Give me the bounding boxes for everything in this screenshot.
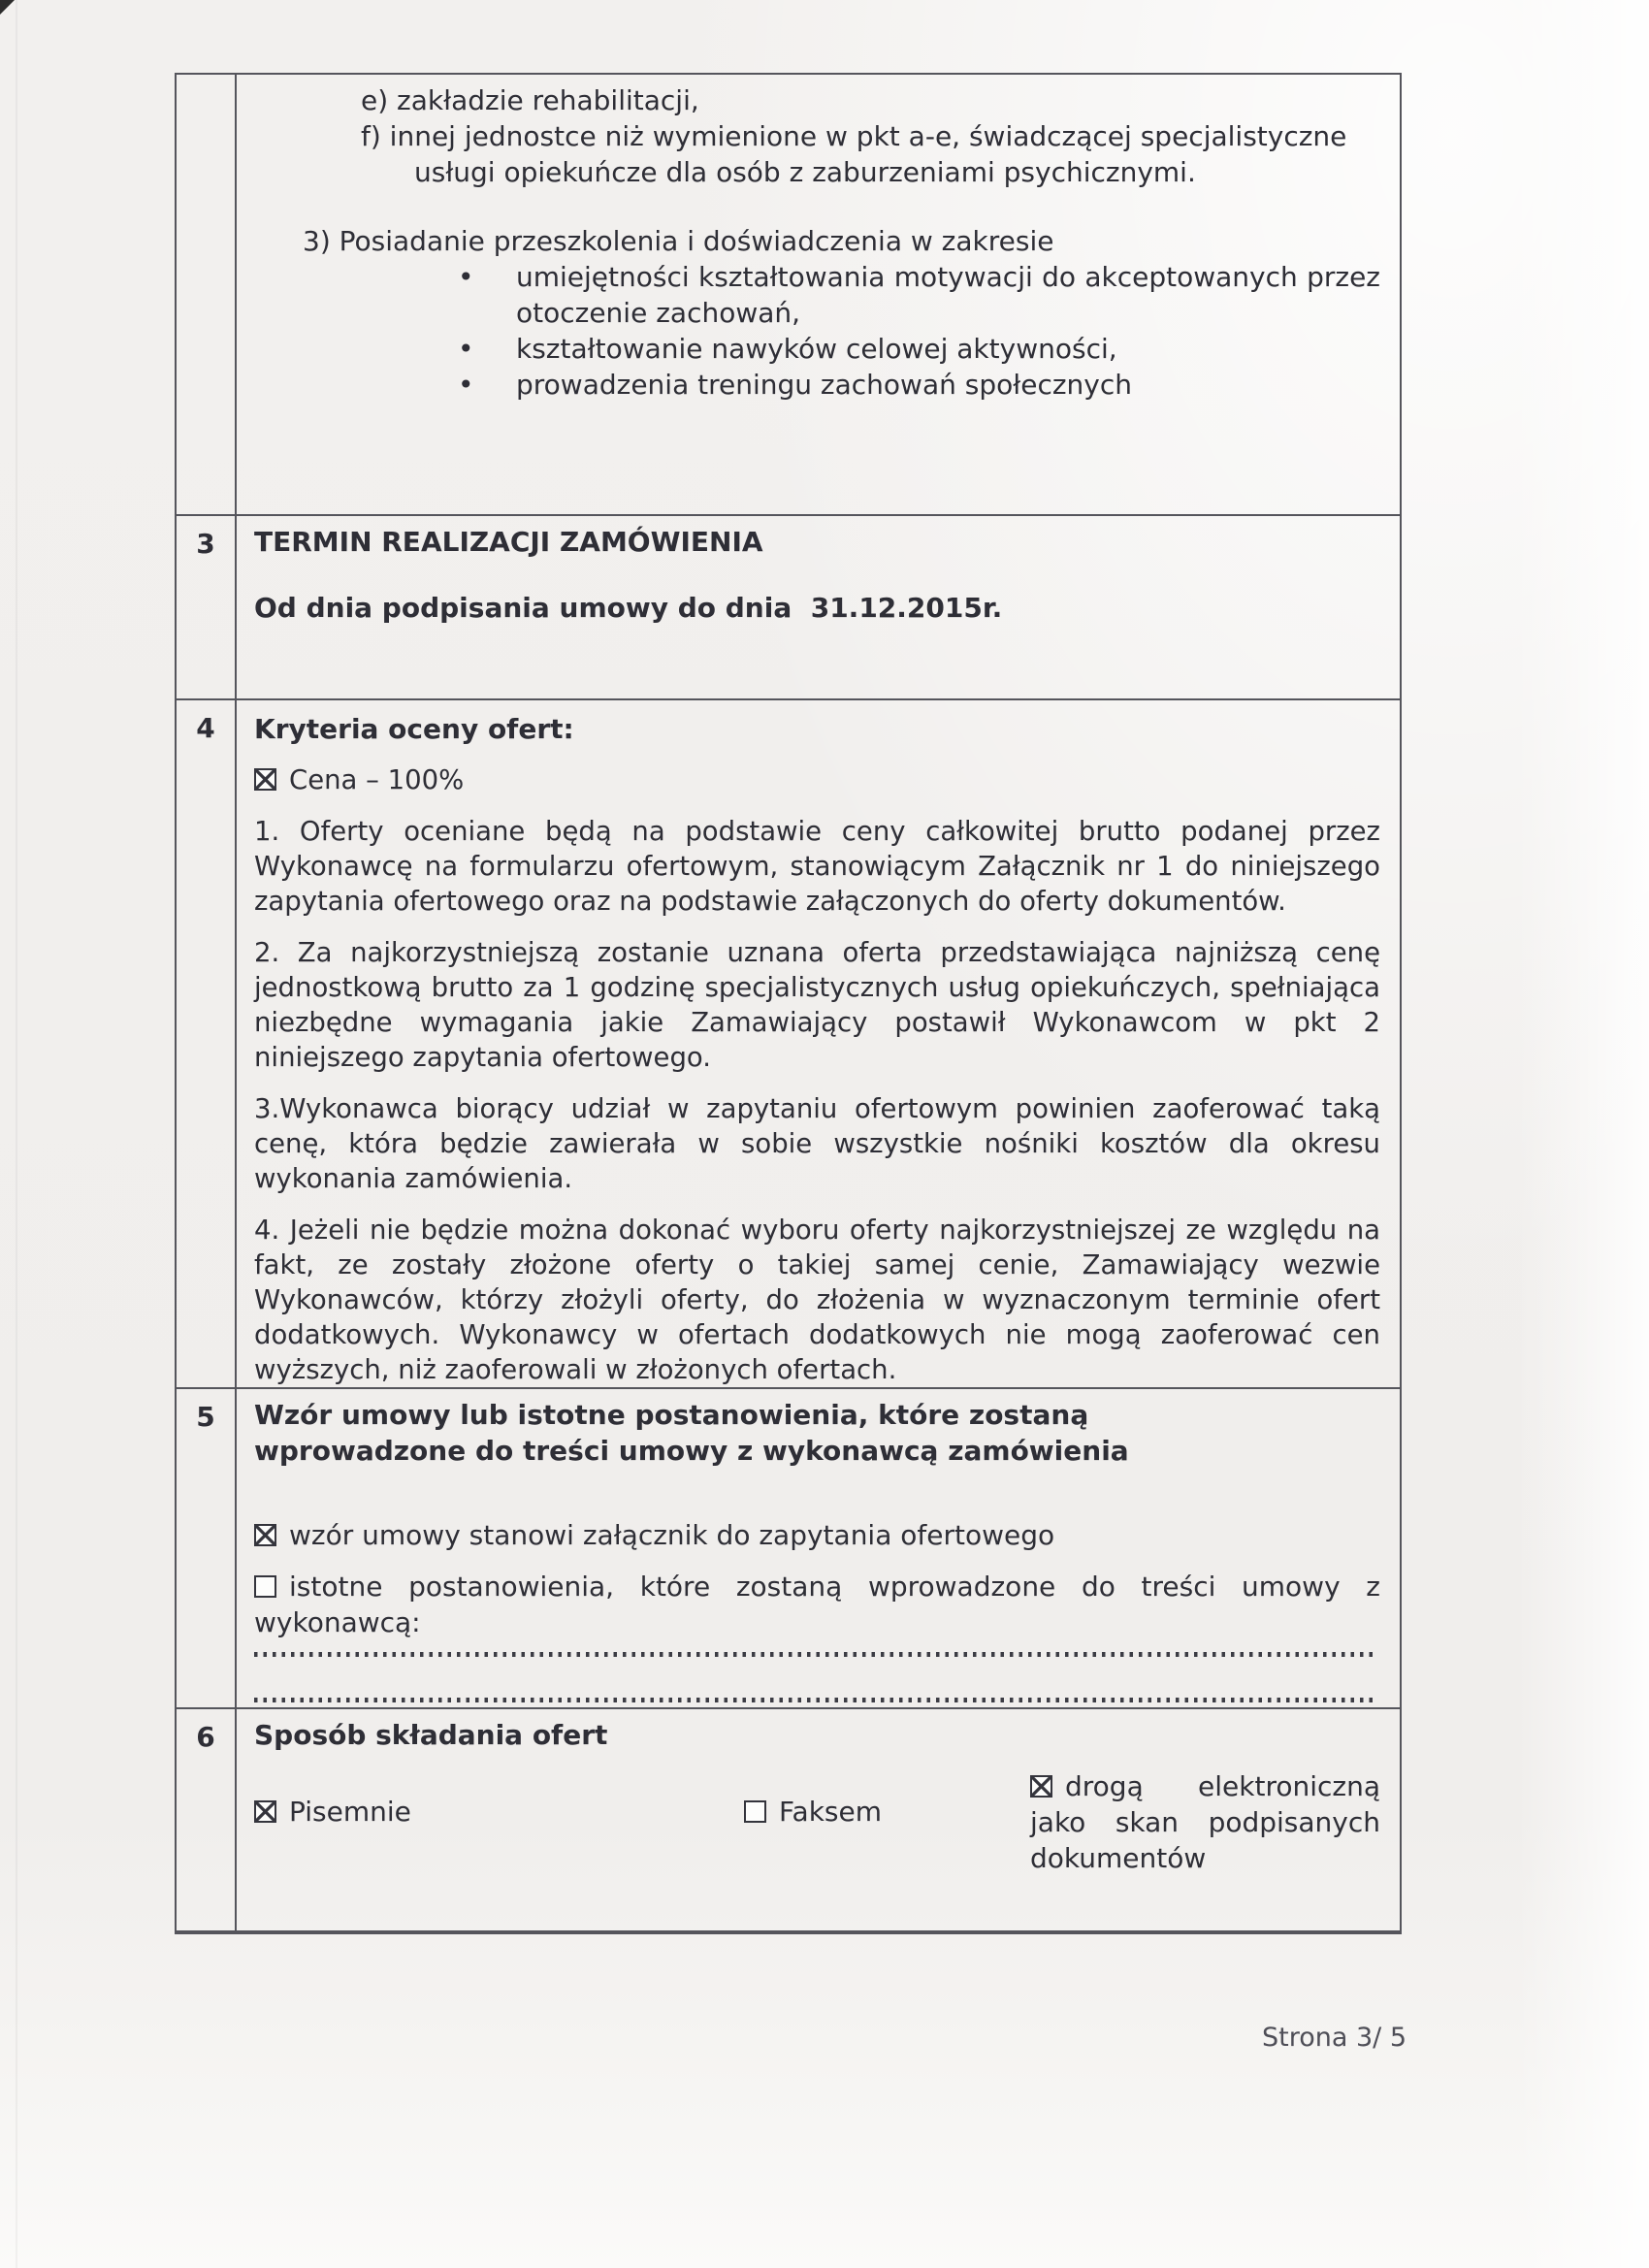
checkbox-checked-icon	[254, 1524, 276, 1546]
row-number-cell: 4	[177, 700, 237, 1387]
option-wzor-umowy	[254, 1517, 1380, 1553]
row-number-cell: 3	[177, 516, 237, 698]
list-item	[458, 259, 1380, 331]
checkbox-checked-icon	[1030, 1775, 1052, 1798]
criterion-cena	[254, 762, 1380, 797]
criterion-label: Cena – 100%	[289, 764, 465, 795]
option-pisemnie	[254, 1794, 744, 1830]
section-title: Wzór umowy lub istotne postanowienia, które zostaną wprowadzone do treści umowy z wykonawcą zamówienia	[254, 1399, 1129, 1467]
bullet-icon	[458, 259, 516, 331]
list-item-f: f) innej jednostce niż wymienione w pkt a-e, świadczącej specjalistyczne	[361, 120, 1347, 152]
section-title: TERMIN REALIZACJI ZAMÓWIENIA	[254, 526, 763, 558]
bullet-text: prowadzenia treningu zachowań społecznych	[516, 369, 1132, 401]
list-item	[458, 331, 1380, 367]
section5-content	[237, 1389, 1400, 1707]
paper-edge-shadow	[16, 0, 17, 2268]
submission-options	[254, 1753, 1380, 1876]
list-item-f-continued: usługi opiekuńcze dla osób z zaburzeniami psychicznymi.	[414, 156, 1196, 188]
row-number-cell: 5	[177, 1389, 237, 1707]
dotted-fill-line	[254, 1652, 1378, 1657]
continuation-content	[237, 75, 1400, 514]
option-label: Faksem	[779, 1796, 882, 1828]
bullet-text: kształtowanie nawyków celowej aktywności,	[516, 333, 1117, 365]
option-label: wzór umowy stanowi załącznik do zapytania ofertowego	[289, 1519, 1055, 1551]
list-item-3: 3) Posiadanie przeszkolenia i doświadczenia w zakresie	[303, 225, 1054, 257]
row-number-cell-empty	[177, 75, 237, 514]
bullet-icon	[458, 367, 516, 403]
paragraph-3: 3.Wykonawca biorący udział w zapytaniu ofertowym powinien zaoferować taką cenę, która będzie zawierała w sobie wszystkie nośniki kosztów dla okresu wykonania zamówienia.	[254, 1093, 1380, 1194]
dotted-fill-line	[254, 1698, 1378, 1702]
list-item-e: e) zakładzie rehabilitacji,	[361, 84, 699, 116]
checkbox-checked-icon	[254, 768, 276, 791]
option-istotne-postanowienia	[254, 1569, 1380, 1640]
bullet-text: umiejętności kształtowania motywacji do akceptowanych przez otoczenie zachowań,	[516, 261, 1380, 329]
list-item	[458, 367, 1380, 403]
page-number: Strona 3/ 5	[1261, 2023, 1406, 2053]
section4-content	[237, 700, 1400, 1387]
checkbox-icon	[744, 1800, 766, 1823]
section-title: Sposób składania ofert	[254, 1719, 608, 1751]
checkbox-icon	[254, 1575, 276, 1598]
paragraph-2: 2. Za najkorzystniejszą zostanie uznana oferta przedstawiająca najniższą cenę jednostkową brutto za 1 godzinę specjalistycznych usług opiekuńczych, spełniająca niezbędne wymagania jakie Zamawiający postawił Wykonawcom w pkt 2 niniejszego zapytania ofertowego.	[254, 937, 1380, 1073]
option-droga-elektroniczna	[1030, 1768, 1380, 1876]
offer-inquiry-table	[175, 73, 1402, 1934]
section6-content	[237, 1709, 1400, 1930]
option-label: istotne postanowienia, które zostaną wprowadzone do treści umowy z wykonawcą:	[254, 1571, 1380, 1638]
table-row-continuation	[177, 75, 1400, 514]
table-row-wzor-umowy	[177, 1387, 1400, 1707]
checkbox-checked-icon	[254, 1800, 276, 1823]
option-faksem	[744, 1794, 1030, 1830]
bullet-icon	[458, 331, 516, 367]
option-label: drogą elektroniczną jako skan podpisanych dokumentów	[1030, 1770, 1380, 1874]
contract-term-text: Od dnia podpisania umowy do dnia 31.12.2015r.	[254, 592, 1003, 624]
paragraph-1: 1. Oferty oceniane będą na podstawie ceny całkowitej brutto podanej przez Wykonawcę na formularzu ofertowym, stanowiącym Załącznik nr 1 do niniejszego zapytania ofertowego oraz na podstawie załączonych do oferty dokumentów.	[254, 816, 1380, 917]
option-label: Pisemnie	[289, 1796, 411, 1828]
row-number-cell: 6	[177, 1709, 237, 1930]
table-row-sposob-skladania	[177, 1707, 1400, 1930]
section3-content	[237, 516, 1400, 698]
scan-corner-artifact	[0, 0, 15, 15]
table-row-kryteria-oceny	[177, 698, 1400, 1387]
section-title: Kryteria oceny ofert:	[254, 713, 574, 745]
paragraph-4: 4. Jeżeli nie będzie można dokonać wyboru oferty najkorzystniejszej ze względu na fakt, ze zostały złożone oferty o takiej samej cenie, Zamawiający wezwie Wykonawców, którzy złożyli oferty, do złożenia w wyznaczonym terminie ofert dodatkowych. Wykonawcy w ofertach dodatkowych nie mogą zaoferować cen wyższych, niż zaoferowali w złożonych ofertach.	[254, 1215, 1380, 1385]
table-row-termin-realizacji	[177, 514, 1400, 698]
